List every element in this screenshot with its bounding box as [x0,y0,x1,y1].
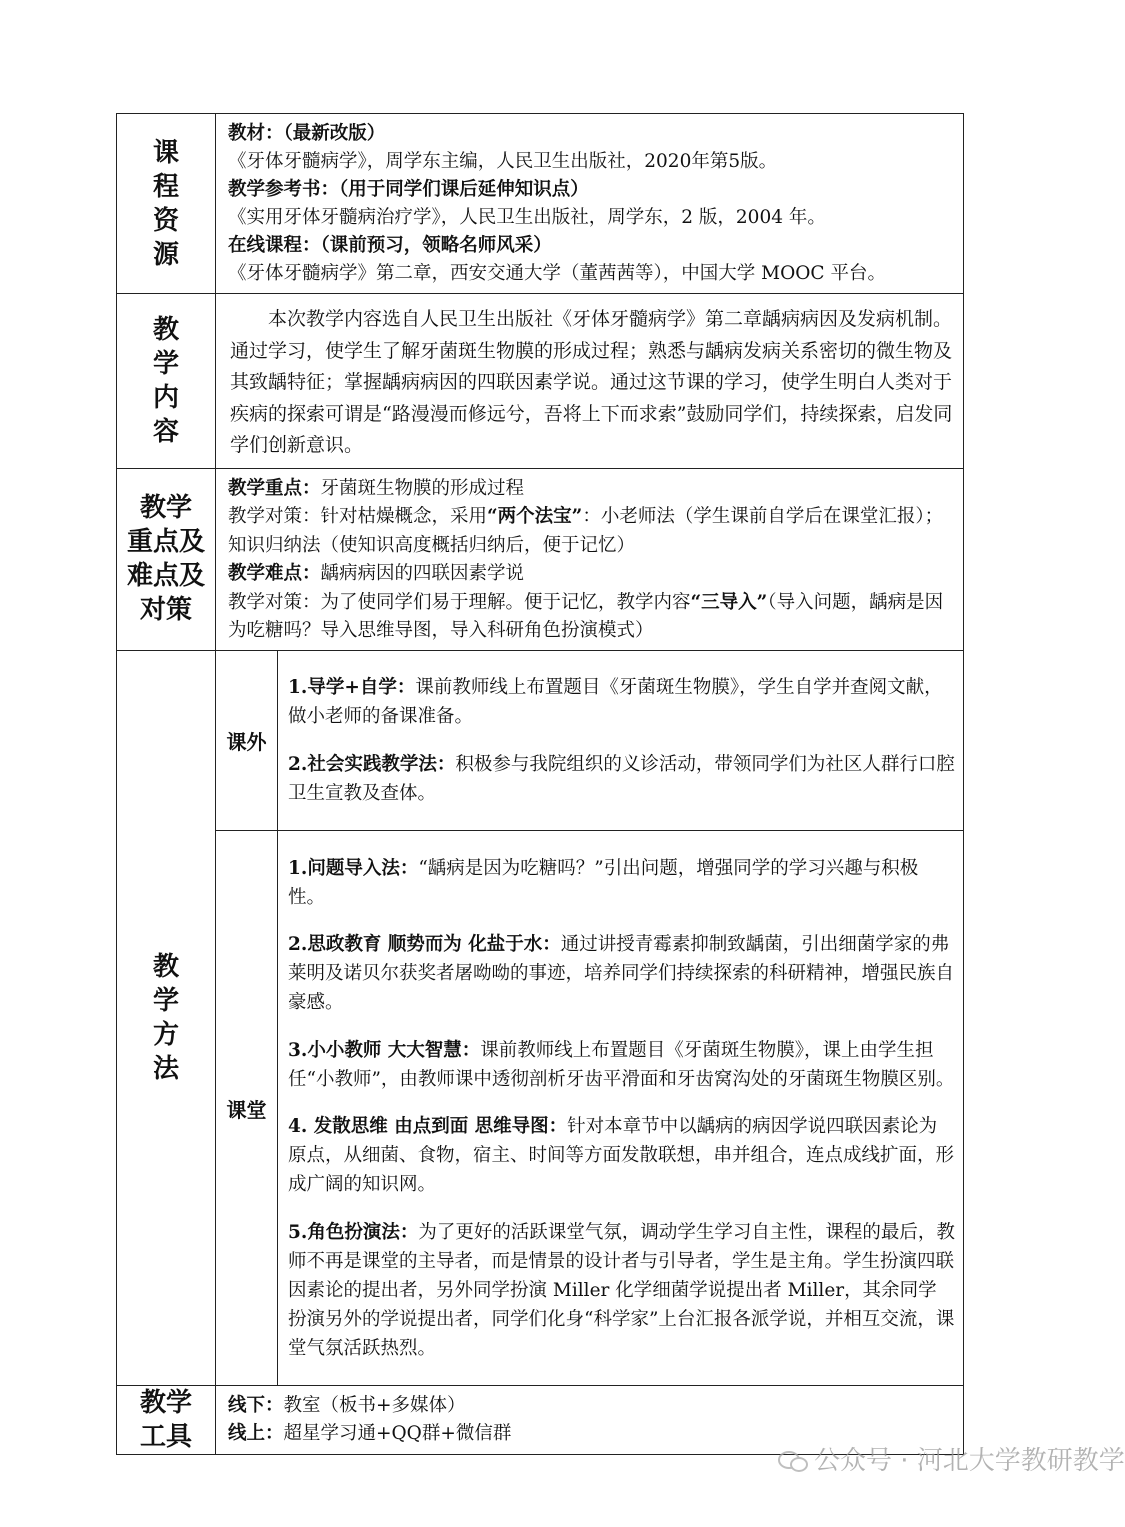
reference-text: 《实用牙体牙髓病治疗学》，人民卫生出版社，周学东，2 版，2004 年。 [228,207,826,228]
header-char: 方 [152,1019,179,1050]
reference-label: 教学参考书：（用于同学们课后延伸知识点） [228,179,589,200]
header-char: 容 [152,416,179,447]
method-title: 4. 发散思维 由点到面 思维导图： [288,1116,568,1137]
online-course-label: 在线课程：（课前预习，领略名师风采） [228,235,552,256]
difficulty-line [228,560,955,589]
header-line: 重点及 [126,527,205,557]
header-char: 课 [152,137,179,168]
difficulty-strategy-line [228,589,955,646]
method-text: 通过讲授青霉素抑制致龋菌，引出细菌学家的弗莱明及诺贝尔获奖者屠呦呦的事迹，培养同学们持续探索的科研精神，增强民族自豪感。 [288,934,955,1013]
key-strategy-text: 教学对策：针对枯燥概念，采用 [228,506,488,527]
header-char: 法 [152,1053,179,1084]
online-text: 超星学习通+QQ群+微信群 [283,1423,512,1444]
method-item [288,1218,955,1363]
header-char: 资 [152,205,179,236]
watermark-text: 公众号 · 河北大学教研教学 [814,1446,1125,1476]
header-char: 教 [152,951,179,982]
syllabus-table [116,113,964,1455]
header-char: 学 [152,985,179,1016]
key-points-body [216,468,964,650]
row-methods-outside [117,650,964,831]
method-item [288,854,955,912]
method-text: “龋病是因为吃糖吗？”引出问题，增强同学的学习兴趣与积极性。 [288,857,919,908]
method-text: 课前教师线上布置题目《牙菌斑生物膜》，学生自学并查阅文献，做小老师的备课准备。 [288,677,943,727]
key-point-line [228,475,955,504]
classroom-body [278,831,964,1386]
textbook-label: 教材：（最新改版） [228,123,386,144]
header-course-resources [117,114,216,294]
method-item [288,673,955,731]
method-title: 2.社会实践教学法： [288,753,456,775]
row-course-resources [117,114,964,294]
textbook-text: 《牙体牙髓病学》，周学东主编，人民卫生出版社，2020年第5版。 [228,151,778,172]
difficulty-label: 教学难点： [228,563,321,584]
method-title: 2.思政教育 顺势而为 化盐于水： [288,934,561,955]
label-outside-class: 课外 [216,650,278,831]
key-strategy-highlight: “两个法宝” [487,506,583,527]
teaching-content-body [216,294,964,469]
difficulty-strategy-highlight: “三导入” [690,591,768,613]
row-key-points [117,468,964,650]
row-teaching-content [117,294,964,469]
online-label: 线上： [228,1423,284,1444]
key-point-label: 教学重点： [228,477,321,499]
course-resources-body [216,114,964,294]
method-title: 1.导学+自学： [288,677,416,698]
difficulty-strategy-text: （导入问题，龋病是因为吃糖吗？导入思维导图，导入科研角色扮演模式） [228,591,944,641]
header-teaching-tools [117,1386,216,1455]
method-text: 课前教师线上布置题目《牙菌斑生物膜》，课上由学生担任“小教师”，由教师课中透彻剖析牙齿平滑面和牙齿窝沟处的牙菌斑生物膜区别。 [288,1039,955,1090]
header-line: 难点及 [126,561,205,591]
header-teaching-methods [117,650,216,1386]
header-line: 工具 [139,1422,192,1452]
method-title: 5.角色扮演法： [288,1221,419,1243]
header-teaching-content [117,294,216,469]
method-item [288,750,955,808]
label-classroom: 课堂 [216,831,278,1386]
header-char: 源 [152,239,179,270]
key-point-text: 牙菌斑生物膜的形成过程 [320,477,525,499]
header-line: 教学 [139,1388,192,1418]
method-item [288,930,955,1017]
method-text: 积极参与我院组织的义诊活动，带领同学们为社区人群行口腔卫生宣教及查体。 [288,753,955,804]
header-key-points [117,468,216,650]
key-strategy-line [228,503,955,560]
row-methods-classroom [117,831,964,1386]
method-title: 1.问题导入法： [288,857,419,879]
method-item [288,1112,955,1199]
offline-text: 教室（板书+多媒体） [283,1395,466,1416]
teaching-content-paragraph: 本次教学内容选自人民卫生出版社《牙体牙髓病学》第二章龋病病因及发病机制。通过学习，使学生了解牙菌斑生物膜的形成过程；熟悉与龋病发病关系密切的微生物及其致龋特征；掌握龋病病因的四联因素学说。通过这节课的学习，使学生明白人类对于疾病的探索可谓是“路漫漫而修远兮，吾将上下而求索”鼓励同学们，持续探索，启发同学们创新意识。 [230,308,953,456]
offline-tools-line [228,1392,955,1420]
method-item [288,1036,955,1094]
header-char: 学 [152,348,179,379]
watermark [778,1440,1125,1477]
key-strategy-text: ：小老师法（学生课前自学后在课堂汇报）；知识归纳法（使知识高度概括归纳后，便于记忆） [228,506,944,556]
header-char: 程 [152,171,179,202]
wechat-icon [778,1448,808,1470]
method-title: 3.小小教师 大大智慧： [288,1039,481,1061]
header-line: 对策 [139,595,192,625]
online-course-text: 《牙体牙髓病学》第二章，西安交通大学（董茜茜等），中国大学 MOOC 平台。 [228,263,886,284]
difficulty-text: 龋病病因的四联因素学说 [320,563,525,584]
method-text: 针对本章节中以龋病的病因学说四联因素论为原点，从细菌、食物，宿主、时间等方面发散联想，串并组合，连点成线扩面，形成广阔的知识网。 [288,1116,955,1195]
outside-class-body [278,650,964,831]
method-text: 为了更好的活跃课堂气氛，调动学生学习自主性，课程的最后，教师不再是课堂的主导者，而是情景的设计者与引导者，学生是主角。学生扮演四联因素论的提出者，另外同学扮演 Miller 化学细菌学说提出者 Miller，其余同学扮演另外的学说提出者，同学们化身“科学家”上台汇报各派学说，并相互交流，课堂气氛活跃热烈。 [288,1221,955,1359]
header-char: 内 [152,382,179,413]
header-line: 教学 [139,493,192,523]
difficulty-strategy-text: 教学对策：为了使同学们易于理解。便于记忆，教学内容 [228,591,691,613]
header-char: 教 [152,314,179,345]
offline-label: 线下： [228,1395,284,1416]
